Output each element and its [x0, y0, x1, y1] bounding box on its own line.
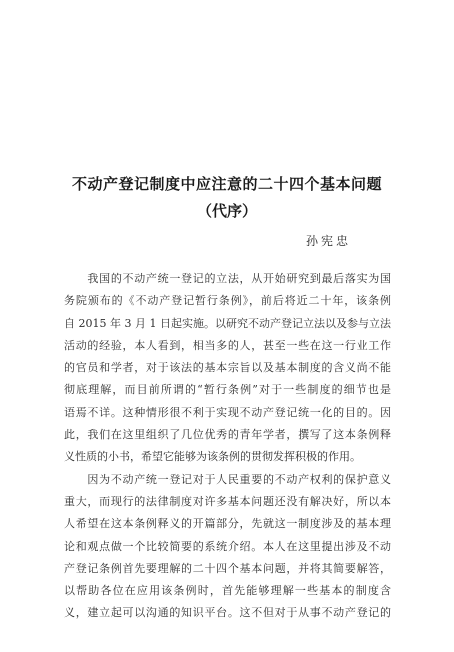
text-line: 因为不动产统一登记对于人民重要的不动产权利的保护意义: [64, 472, 391, 486]
text-line: 义，建立起可以沟通的知识平台。这不但对于从事不动产登记的: [64, 606, 391, 620]
author-name: 孙宪忠: [306, 234, 352, 248]
text-line: 义性质的小书，希望它能够为该条例的贯彻发挥积极的作用。: [64, 450, 361, 464]
text-line: 重大，而现行的法律制度对许多基本问题还没有解决好，所以本: [64, 494, 391, 508]
text-line: 以帮助各位在应用该条例时，首先能够理解一些基本的制度含: [64, 584, 391, 598]
text-line: 活动的经验，本人看到，相当多的人，甚至一些在这一行业工作: [64, 338, 391, 352]
text-line: 彻底理解，而目前所谓的“暂行条例”对于一些制度的细节也是: [64, 383, 391, 397]
body-text: [64, 268, 391, 625]
text-line: 我国的不动产统一登记的立法，从开始研究到最后落实为国: [64, 272, 391, 285]
text-line: 此，我们在这里组织了几位优秀的青年学者，撰写了这本条例释: [64, 428, 391, 442]
text-line: 论和观点做一个比较简要的系统介绍。本人在这里提出涉及不动: [64, 539, 391, 553]
page-title: 不动产登记制度中应注意的二十四个基本问题: [71, 175, 382, 193]
text-line: 务院颁布的《不动产登记暂行条例》，前后将近二十年，该条例: [64, 294, 391, 308]
text-line: 语焉不详。这种情形很不利于实现不动产登记统一化的目的。因: [64, 405, 391, 419]
text-line: 的官员和学者，对于该法的基本宗旨以及基本制度的含义尚不能: [64, 361, 391, 375]
text-line: 产登记条例首先要理解的二十四个基本问题，并将其简要解答，: [64, 561, 391, 575]
text-line: 自 2015 年 3 月 1 日起实施。以研究不动产登记立法以及参与立法: [64, 316, 391, 330]
text-line: 人希望在这本条例释义的开篇部分，先就这一制度涉及的基本理: [64, 517, 391, 531]
page-subtitle: （代序）: [196, 202, 257, 220]
